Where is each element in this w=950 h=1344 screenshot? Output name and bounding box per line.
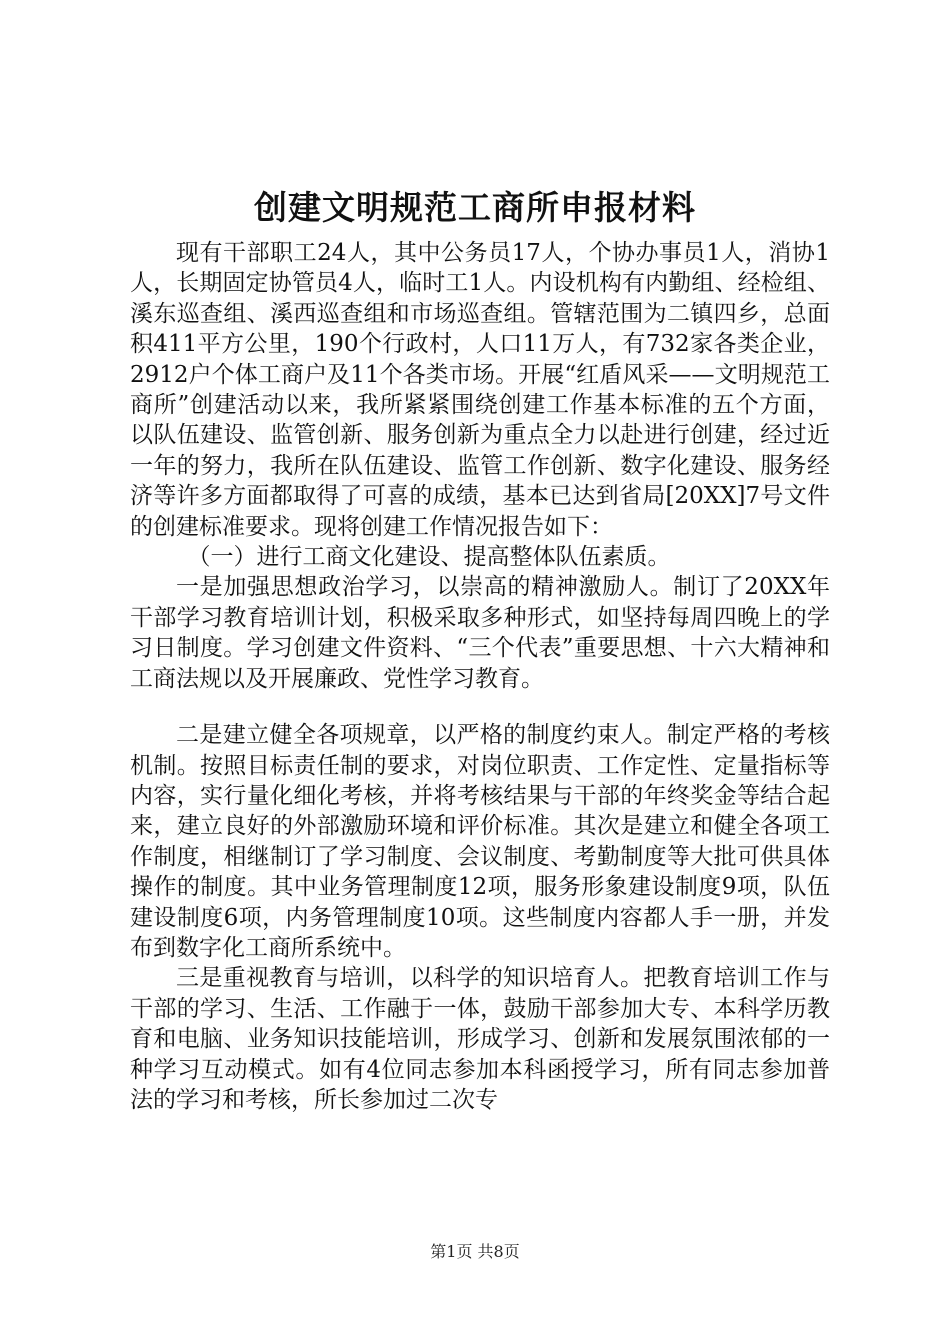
document-title: 创建文明规范工商所申报材料 xyxy=(254,188,696,227)
paragraph-training: 三是重视教育与培训，以科学的知识培育人。把教育培训工作与干部的学习、生活、工作融于一体，鼓励干部参加大专、本科学历教育和电脑、业务知识技能培训，形成学习、创新和发展氛围浓郁的一种学习互动模式。如有4位同志参加本科函授学习，所有同志参加普法的学习和考核，所长参加过二次专 xyxy=(130,965,830,1113)
paragraph-rules: 二是建立健全各项规章，以严格的制度约束人。制定严格的考核机制。按照目标责任制的要求，对岗位职责、工作定性、定量指标等内容，实行量化细化考核，并将考核结果与干部的年终奖金等结合起来，建立良好的外部激励环境和评价标准。其次是建立和健全各项工作制度，相继制订了学习制度、会议制度、考勤制度等大批可供具体操作的制度。其中业务管理制度12项，服务形象建设制度9项，队伍建设制度6项，内务管理制度10项。这些制度内容都人手一册，并发布到数字化工商所系统中。 xyxy=(130,722,830,961)
document-body xyxy=(130,238,830,1115)
section-heading-1: （一）进行工商文化建设、提高整体队伍素质。 xyxy=(187,544,671,571)
paragraph-study: 一是加强思想政治学习，以崇高的精神激励人。制订了20XX年干部学习教育培训计划，积极采取多种形式，如坚持每周四晚上的学习日制度。学习创建文件资料、“三个代表”重要思想、十六大精神和工商法规以及开展廉政、党性学习教育。 xyxy=(130,574,830,692)
page-footer: 第1页 共8页 xyxy=(430,1242,520,1261)
paragraph-intro: 现有干部职工24人，其中公务员17人，个协办事员1人，消协1人，长期固定协管员4人，临时工1人。内设机构有内勤组、经检组、溪东巡查组、溪西巡查组和市场巡查组。管辖范围为二镇四乡，总面积411平方公里，190个行政村，人口11万人，有732家各类企业，2912户个体工商户及11个各类市场。开展“红盾风采——文明规范工商所”创建活动以来，我所紧紧围绕创建工作基本标准的五个方面，以队伍建设、监管创新、服务创新为重点全力以赴进行创建，经过近一年的努力，我所在队伍建设、监管工作创新、数字化建设、服务经济等许多方面都取得了可喜的成绩，基本已达到省局[20XX]7号文件的创建标准要求。现将创建工作情况报告如下： xyxy=(130,240,830,540)
